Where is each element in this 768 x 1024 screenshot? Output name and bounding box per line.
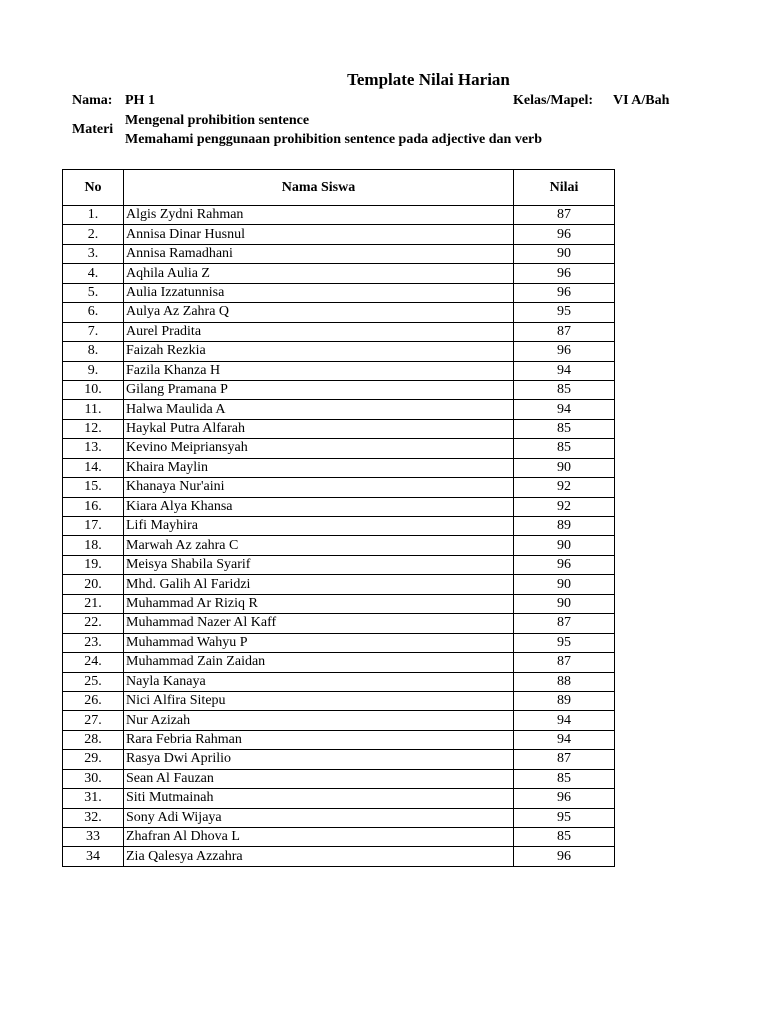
row-number: 1.	[63, 206, 124, 225]
table-row	[63, 361, 615, 380]
student-name: Annisa Ramadhani	[124, 244, 514, 263]
row-number: 34	[63, 847, 124, 866]
row-number: 9.	[63, 361, 124, 380]
student-name: Meisya Shabila Syarif	[124, 555, 514, 574]
student-grade: 96	[514, 342, 615, 361]
table-row	[63, 653, 615, 672]
student-name: Nici Alfira Sitepu	[124, 691, 514, 710]
table-row	[63, 342, 615, 361]
table-row	[63, 206, 615, 225]
table-row	[63, 730, 615, 749]
row-number: 21.	[63, 594, 124, 613]
row-number: 27.	[63, 711, 124, 730]
row-number: 2.	[63, 225, 124, 244]
student-grade: 87	[514, 322, 615, 341]
table-row	[63, 517, 615, 536]
student-grade: 96	[514, 225, 615, 244]
student-name: Kevino Meipriansyah	[124, 439, 514, 458]
student-name: Marwah Az zahra C	[124, 536, 514, 555]
table-row	[63, 264, 615, 283]
table-row	[63, 380, 615, 399]
student-name: Aulya Az Zahra Q	[124, 303, 514, 322]
materi-line-2: Memahami penggunaan prohibition sentence pada adjective dan verb	[125, 132, 543, 147]
student-name: Khanaya Nur'aini	[124, 478, 514, 497]
student-grade: 87	[514, 614, 615, 633]
row-number: 26.	[63, 691, 124, 710]
student-grade: 90	[514, 575, 615, 594]
student-grade: 87	[514, 653, 615, 672]
table-row	[63, 808, 615, 827]
table-row	[63, 614, 615, 633]
student-name: Rasya Dwi Aprilio	[124, 750, 514, 769]
row-number: 28.	[63, 730, 124, 749]
table-row	[63, 555, 615, 574]
table-row	[63, 575, 615, 594]
student-grade: 96	[514, 789, 615, 808]
row-number: 18.	[63, 536, 124, 555]
table-row	[63, 769, 615, 788]
student-name: Aurel Pradita	[124, 322, 514, 341]
student-name: Algis Zydni Rahman	[124, 206, 514, 225]
student-grade: 95	[514, 303, 615, 322]
row-number: 29.	[63, 750, 124, 769]
table-row	[63, 419, 615, 438]
table-body	[63, 206, 615, 867]
row-number: 14.	[63, 458, 124, 477]
grades-table	[62, 169, 615, 867]
student-grade: 85	[514, 380, 615, 399]
student-grade: 96	[514, 555, 615, 574]
student-name: Siti Mutmainah	[124, 789, 514, 808]
table-row	[63, 322, 615, 341]
student-name: Khaira Maylin	[124, 458, 514, 477]
student-name: Rara Febria Rahman	[124, 730, 514, 749]
table-row	[63, 400, 615, 419]
table-row	[63, 497, 615, 516]
column-header-no: No	[63, 170, 124, 206]
row-number: 11.	[63, 400, 124, 419]
student-grade: 92	[514, 497, 615, 516]
student-name: Mhd. Galih Al Faridzi	[124, 575, 514, 594]
materi-label: Materi	[72, 122, 114, 137]
student-grade: 94	[514, 361, 615, 380]
row-number: 17.	[63, 517, 124, 536]
student-name: Gilang Pramana P	[124, 380, 514, 399]
student-name: Zia Qalesya Azzahra	[124, 847, 514, 866]
student-grade: 85	[514, 439, 615, 458]
table-row	[63, 633, 615, 652]
row-number: 15.	[63, 478, 124, 497]
student-grade: 85	[514, 419, 615, 438]
column-header-nilai: Nilai	[514, 170, 615, 206]
materi-line-1: Mengenal prohibition sentence	[125, 113, 310, 128]
student-grade: 87	[514, 206, 615, 225]
row-number: 19.	[63, 555, 124, 574]
student-name: Nur Azizah	[124, 711, 514, 730]
row-number: 10.	[63, 380, 124, 399]
row-number: 33	[63, 828, 124, 847]
row-number: 20.	[63, 575, 124, 594]
table-row	[63, 672, 615, 691]
student-name: Halwa Maulida A	[124, 400, 514, 419]
student-name: Zhafran Al Dhova L	[124, 828, 514, 847]
student-grade: 96	[514, 264, 615, 283]
student-name: Haykal Putra Alfarah	[124, 419, 514, 438]
student-grade: 96	[514, 283, 615, 302]
kelas-label: Kelas/Mapel:	[513, 93, 594, 108]
table-row	[63, 225, 615, 244]
document-title: Template Nilai Harian	[347, 70, 510, 89]
student-grade: 90	[514, 536, 615, 555]
student-grade: 85	[514, 828, 615, 847]
table-row	[63, 789, 615, 808]
student-grade: 89	[514, 691, 615, 710]
row-number: 8.	[63, 342, 124, 361]
student-name: Nayla Kanaya	[124, 672, 514, 691]
row-number: 5.	[63, 283, 124, 302]
table-row	[63, 439, 615, 458]
student-name: Lifi Mayhira	[124, 517, 514, 536]
student-grade: 94	[514, 711, 615, 730]
table-row	[63, 283, 615, 302]
student-name: Sean Al Fauzan	[124, 769, 514, 788]
table-row	[63, 244, 615, 263]
table-row	[63, 478, 615, 497]
table-row	[63, 594, 615, 613]
student-grade: 95	[514, 633, 615, 652]
nama-label: Nama:	[72, 93, 113, 108]
row-number: 22.	[63, 614, 124, 633]
student-grade: 88	[514, 672, 615, 691]
student-name: Muhammad Nazer Al Kaff	[124, 614, 514, 633]
student-name: Muhammad Zain Zaidan	[124, 653, 514, 672]
student-grade: 90	[514, 594, 615, 613]
kelas-value: VI A/Bah	[613, 93, 670, 108]
table-row	[63, 828, 615, 847]
table-row	[63, 847, 615, 866]
row-number: 7.	[63, 322, 124, 341]
student-grade: 96	[514, 847, 615, 866]
student-name: Aulia Izzatunnisa	[124, 283, 514, 302]
student-grade: 95	[514, 808, 615, 827]
row-number: 31.	[63, 789, 124, 808]
student-grade: 92	[514, 478, 615, 497]
row-number: 24.	[63, 653, 124, 672]
student-grade: 90	[514, 244, 615, 263]
row-number: 13.	[63, 439, 124, 458]
table-row	[63, 750, 615, 769]
student-name: Annisa Dinar Husnul	[124, 225, 514, 244]
student-name: Kiara Alya Khansa	[124, 497, 514, 516]
table-row	[63, 711, 615, 730]
row-number: 6.	[63, 303, 124, 322]
student-name: Muhammad Ar Riziq R	[124, 594, 514, 613]
student-grade: 89	[514, 517, 615, 536]
column-header-nama-siswa: Nama Siswa	[124, 170, 514, 206]
row-number: 32.	[63, 808, 124, 827]
student-grade: 94	[514, 400, 615, 419]
row-number: 23.	[63, 633, 124, 652]
row-number: 30.	[63, 769, 124, 788]
student-name: Muhammad Wahyu P	[124, 633, 514, 652]
student-grade: 94	[514, 730, 615, 749]
table-row	[63, 303, 615, 322]
row-number: 25.	[63, 672, 124, 691]
student-name: Faizah Rezkia	[124, 342, 514, 361]
student-grade: 85	[514, 769, 615, 788]
student-name: Sony Adi Wijaya	[124, 808, 514, 827]
table-row	[63, 536, 615, 555]
student-grade: 90	[514, 458, 615, 477]
table-row	[63, 691, 615, 710]
row-number: 16.	[63, 497, 124, 516]
student-grade: 87	[514, 750, 615, 769]
row-number: 3.	[63, 244, 124, 263]
nama-value: PH 1	[125, 93, 155, 108]
student-name: Aqhila Aulia Z	[124, 264, 514, 283]
table-header-row	[63, 170, 615, 206]
student-name: Fazila Khanza H	[124, 361, 514, 380]
row-number: 4.	[63, 264, 124, 283]
row-number: 12.	[63, 419, 124, 438]
table-row	[63, 458, 615, 477]
